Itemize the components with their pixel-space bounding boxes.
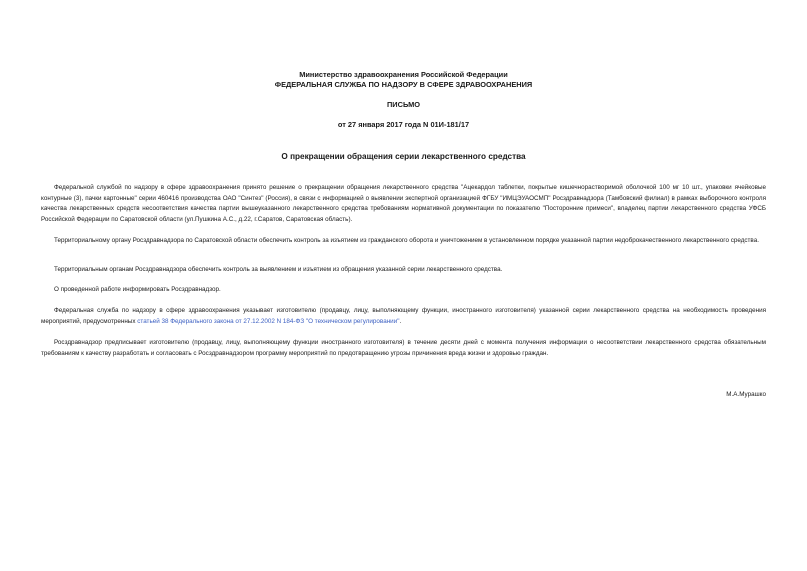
- paragraph-inform: О проведенной работе информировать Росздравнадзор.: [54, 286, 221, 293]
- paragraph-territorial-saratov: Территориальному органу Росздравнадзора по Саратовской области обеспечить контроль за изъятием из гражданского оборота и уничтожением в установленном порядке указанной партии недоброкачественного лекарственного средства.: [54, 237, 759, 244]
- service-heading: ФЕДЕРАЛЬНАЯ СЛУЖБА ПО НАДЗОРУ В СФЕРЕ ЗДРАВООХРАНЕНИЯ: [274, 80, 533, 89]
- paragraph-territorial-bodies: Территориальным органам Росздравнадзора обеспечить контроль за выявлением и изъятием из обращения указанной серии лекарственного средства.: [54, 266, 503, 273]
- paragraph-manufacturer-end: .: [399, 317, 402, 325]
- document-kind: ПИСЬМО: [387, 100, 420, 109]
- document-date-number: от 27 января 2017 года N 01И-181/17: [337, 120, 470, 129]
- paragraph-decision: Федеральной службой по надзору в сфере здравоохранения принято решение о прекращении обращения лекарственного средства "Ацекардол таблетки, покрытые кишечнорастворимой оболочкой 100 мг 10 шт., упаковки ячейковые контурные (3), пачки картонные" серии 460416 производства ОАО "Синтез" (Россия), в связи с информацией о выявлении экспертной организацией ФГБУ "ИМЦЭУАОСМП" Росздравнадзора (Тамбовский филиал) в рамках выборочного контроля качества лекарственных средств несоответствия качества партии вышеуказанного лекарственного средства требованиям нормативной документации по показателю "Посторонние примеси", владелец партии лекарственного средства УФСБ Российской Федерации по Саратовской области (ул.Пушкина А.С., д.22, г.Саратов, Саратовская область).: [41, 184, 766, 223]
- document-title: О прекращении обращения серии лекарственного средства: [281, 152, 526, 161]
- ministry-heading: Министерство здравоохранения Российской Федерации: [299, 70, 508, 79]
- law-reference-link[interactable]: статьей 38 Федерального закона от 27.12.2002 N 184-ФЗ "О техническом регулировании": [137, 317, 400, 325]
- paragraph-manufacturer-text: Федеральная служба по надзору в сфере здравоохранения указывает изготовителю (продавцу, лицу, выполняющему функции, иностранного изготовителя) указанной серии лекарственного средства на необходимость проведения мероприятий, предусмотренных: [41, 307, 766, 325]
- paragraph-manufacturer-measures: [41, 306, 766, 327]
- signature: М.А.Мурашко: [726, 391, 766, 398]
- paragraph-program: Росздравнадзор предписывает изготовителю (продавцу, лицу, выполняющему функции иностранного изготовителя) в течение десяти дней с момента получения информации о несоответствии лекарственного средства обязательным требованиям к качеству разработать и согласовать с Росздравнадзором программу мероприятий по предотвращению угрозы причинения вреда жизни и здоровью граждан.: [41, 339, 766, 357]
